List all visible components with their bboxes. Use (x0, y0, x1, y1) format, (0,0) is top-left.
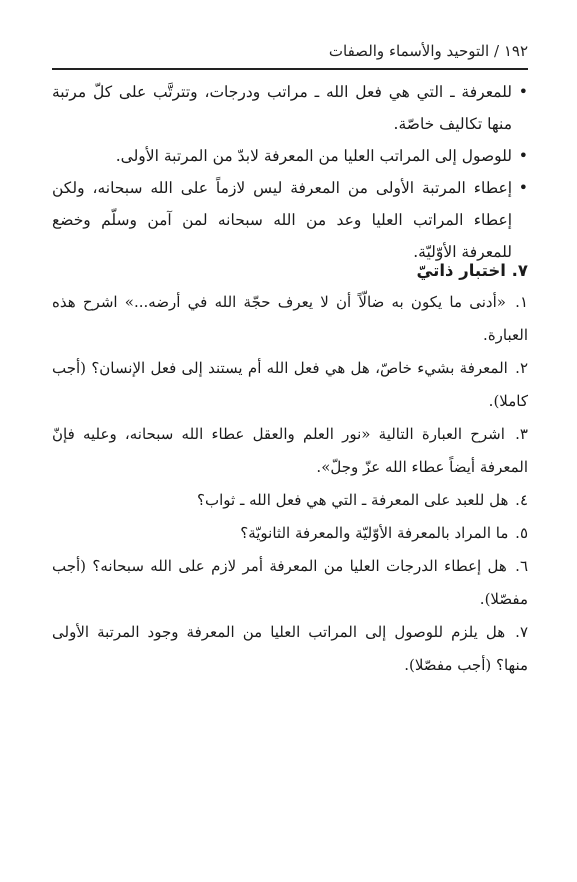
question-item (52, 352, 528, 418)
question-text: «أدنى ما يكون به ضالّاً أن لا يعرف حجّة الله في أرضه...» اشرح هذه العبارة. (52, 293, 528, 344)
summary-bullet: • للوصول إلى المراتب العليا من المعرفة لابدّ من المرتبة الأولى. (52, 140, 528, 172)
question-number: ٦. (515, 557, 528, 575)
header-rule (52, 68, 528, 70)
question-text: ما المراد بالمعرفة الأوّليّة والمعرفة الثانويّة؟ (240, 524, 509, 542)
question-text: المعرفة بشيء خاصّ، هل هي فعل الله أم يستند إلى فعل الإنسان؟ (أجب كاملا). (52, 359, 528, 410)
question-item (52, 550, 528, 616)
section-heading: ٧. اختبار ذاتيّ (416, 261, 528, 280)
question-text: هل إعطاء الدرجات العليا من المعرفة أمر لازم على الله سبحانه؟ (أجب مفصّلا). (52, 557, 528, 608)
question-number: ٧. (515, 623, 528, 641)
running-header: ١٩٢ / التوحيد والأسماء والصفات (328, 42, 528, 60)
question-item (52, 517, 528, 550)
question-item (52, 418, 528, 484)
question-number: ٤. (515, 491, 528, 509)
question-item (52, 616, 528, 682)
question-text: هل يلزم للوصول إلى المراتب العليا من المعرفة وجود المرتبة الأولى منها؟ (أجب مفصّلا). (52, 623, 528, 674)
question-text: اشرح العبارة التالية «نور العلم والعقل عطاء الله سبحانه، وعليه فإنّ المعرفة أيضاً عطاء الله عزّ وجلّ». (52, 425, 528, 476)
question-item (52, 484, 528, 517)
question-item (52, 286, 528, 352)
question-number: ١. (515, 293, 528, 311)
summary-bullet-list (52, 76, 528, 268)
book-page (52, 0, 528, 882)
summary-bullet: • للمعرفة ـ التي هي فعل الله ـ مراتب ودرجات، وتترتَّب على كلّ مرتبة منها تكاليف خاصّة. (52, 76, 528, 140)
question-number: ٣. (515, 425, 528, 443)
question-number: ٢. (515, 359, 528, 377)
question-number: ٥. (515, 524, 528, 542)
self-test-question-list (52, 286, 528, 682)
question-text: هل للعبد على المعرفة ـ التي هي فعل الله ـ ثواب؟ (197, 491, 509, 509)
summary-bullet: • إعطاء المرتبة الأولى من المعرفة ليس لازماً على الله سبحانه، ولكن إعطاء المراتب العليا وعد من الله سبحانه لمن آمن وسلّم وخضع للمعرفة الأوّليّة. (52, 172, 528, 268)
